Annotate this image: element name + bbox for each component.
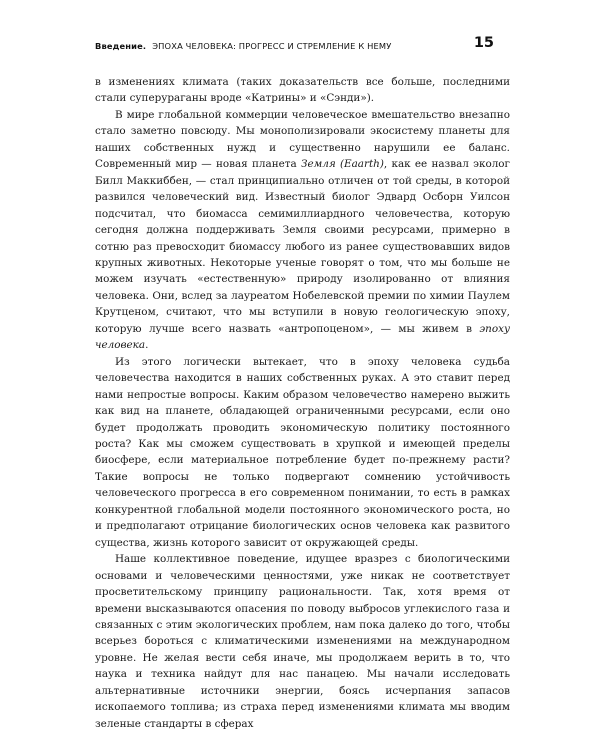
emphasis-epoch: эпоху человека [95, 322, 510, 352]
emphasis-eaarth: Земля (Eaarth) [300, 158, 384, 171]
running-head [95, 41, 515, 51]
paragraph-4: Наше коллективное поведение, идущее вразрез с биологическими основами и человеческими ценностями, уже никак не соответствует просветительскому принципу рациональности. Так, хотя время от времени высказываются опасения по поводу выбросов углекислого газа и связанных с этим экологических проблем, нам пока далеко до того, чтобы всерьез бороться с климатическими изменениями на международном уровне. Не желая вести себя иначе, мы продолжаем верить в то, что наука и техника найдут для нас панацею. Мы начали исследовать альтернативные источники энергии, боясь исчерпания запасов ископаемого топлива; из страха перед изменениями климата мы вводим зеленые стандарты в сферах [95, 553, 510, 730]
paragraph-1: в изменениях климата (таких доказательств все больше, последними стали суперураганы вроде «Катрины» и «Сэнди»). [95, 76, 510, 105]
paragraph-3: Из этого логически вытекает, что в эпоху человека судьба человечества находится в наших собственных руках. А это ставит перед нами непростые вопросы. Каким образом человечество намерено выжить как вид на планете, обладающей ограниченными ресурсами, если оно будет продолжать проводить экономическую политику постоянного роста? Как мы сможем существовать в хрупкой и имеющей пределы биосфере, если материальное потребление будет по-прежнему расти? Такие вопросы не только подвергают сомнению устойчивость человеческого прогресса в его современном понимании, то есть в рамках конкурентной глобальной модели постоянного экономического роста, но и предполагают отрицание биологических основ человека как развитого существа, жизнь которого зависит от окружающей среды. [95, 355, 510, 549]
body-text [95, 74, 510, 732]
page-number: 15 [473, 35, 494, 51]
running-head-title: ЭПОХА ЧЕЛОВЕКА: ПРОГРЕСС И СТРЕМЛЕНИЕ К НЕМУ [152, 41, 392, 51]
paragraph-2: В мире глобальной коммерции человеческое вмешательство внезапно стало заметно повсюду. Мы монополизировали экосистему планеты для наших собственных нужд и существенно нарушили ее баланс. Современный мир — новая планета Земля (Eaarth), как ее назвал эколог Билл Маккиббен, — стал принципиально отличен от той среды, в которой развился человеческий вид. Известный биолог Эдвард Осборн Уилсон подсчитал, что биомасса семимиллиардного человечества, которую сегодня должна поддерживать Земля своими ресурсами, примерно в сотню раз превосходит биомассу любого из ранее существовавших видов крупных животных. Некоторые ученые говорят о том, что мы больше не можем изучать «естественную» природу изолированно от влияния человека. Они, вслед за лауреатом Нобелевской премии по химии Паулем Крутценом, считают, что мы вступили в новую геологическую эпоху, которую лучше всего назвать «антропоценом», — мы живем в эпоху человека. [95, 108, 510, 352]
chapter-label: Введение. [95, 41, 147, 51]
